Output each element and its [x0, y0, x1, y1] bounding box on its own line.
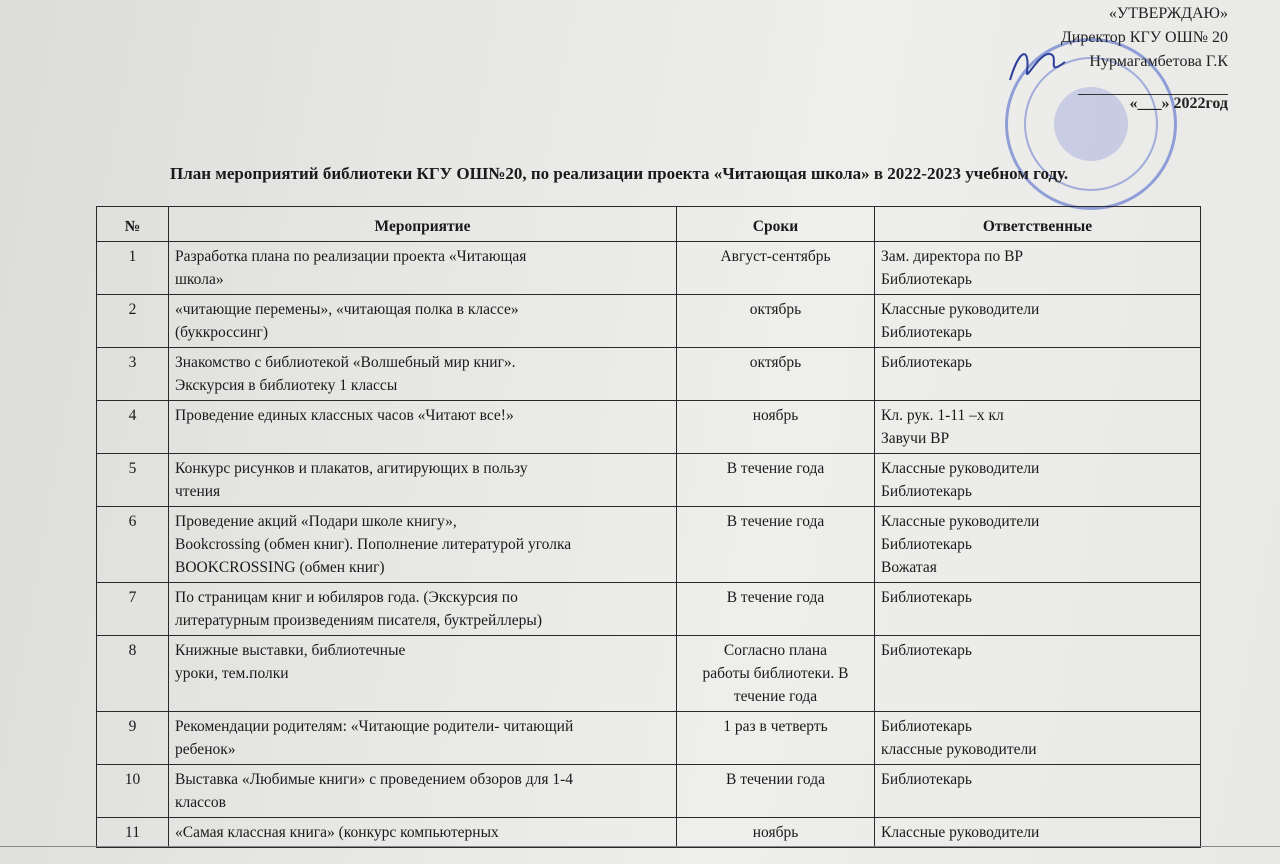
- approval-date: «___» 2022год: [1129, 95, 1228, 112]
- row-num: 8: [97, 636, 169, 712]
- row-event: Книжные выставки, библиотечные уроки, тем.полки: [169, 636, 677, 712]
- table-row: [97, 583, 1201, 636]
- row-num: 6: [97, 507, 169, 583]
- table-row: [97, 401, 1201, 454]
- row-num: 1: [97, 242, 169, 295]
- row-event: Проведение акций «Подари школе книгу», Bookcrossing (обмен книг). Пополнение литературой уголка BOOKCROSSING (обмен книг): [169, 507, 677, 583]
- row-responsible: Библиотекарь: [875, 583, 1201, 636]
- row-event: Проведение единых классных часов «Читают все!»: [169, 401, 677, 454]
- row-term: В течение года: [677, 583, 875, 636]
- row-term: В течении года: [677, 765, 875, 818]
- row-term: ноябрь: [677, 401, 875, 454]
- row-event: Рекомендации родителям: «Читающие родители- читающий ребенок»: [169, 712, 677, 765]
- table-row: [97, 818, 1201, 848]
- table-row: [97, 295, 1201, 348]
- header-responsible: Ответственные: [875, 207, 1201, 242]
- row-num: 3: [97, 348, 169, 401]
- row-responsible: Зам. директора по ВР Библиотекарь: [875, 242, 1201, 295]
- table-row: [97, 712, 1201, 765]
- row-responsible: Библиотекарь: [875, 636, 1201, 712]
- row-responsible: Классные руководители Библиотекарь: [875, 295, 1201, 348]
- row-term: ноябрь: [677, 818, 875, 848]
- row-responsible: Классные руководители: [875, 818, 1201, 848]
- row-term: В течение года: [677, 454, 875, 507]
- row-num: 5: [97, 454, 169, 507]
- header-event: Мероприятие: [169, 207, 677, 242]
- row-event: Выставка «Любимые книги» с проведением обзоров для 1-4 классов: [169, 765, 677, 818]
- header-term: Сроки: [677, 207, 875, 242]
- row-num: 2: [97, 295, 169, 348]
- row-num: 7: [97, 583, 169, 636]
- table-row: [97, 765, 1201, 818]
- row-event: «читающие перемены», «читающая полка в классе» (буккроссинг): [169, 295, 677, 348]
- table-header-row: [97, 207, 1201, 242]
- document-title: План мероприятий библиотеки КГУ ОШ№20, по реализации проекта «Читающая школа» в 2022-2023 учебном году.: [170, 164, 1069, 183]
- row-responsible: Библиотекарь классные руководители: [875, 712, 1201, 765]
- table-row: [97, 242, 1201, 295]
- header-num: №: [97, 207, 169, 242]
- row-num: 4: [97, 401, 169, 454]
- row-term: октябрь: [677, 348, 875, 401]
- approval-block: [988, 2, 1228, 116]
- table-row: [97, 454, 1201, 507]
- page-bottom-edge: [0, 846, 1280, 847]
- row-event: Знакомство с библиотекой «Волшебный мир книг». Экскурсия в библиотеку 1 классы: [169, 348, 677, 401]
- row-event: Конкурс рисунков и плакатов, агитирующих в пользу чтения: [169, 454, 677, 507]
- approval-position: Директор КГУ ОШ№ 20: [1060, 29, 1228, 46]
- approval-signature-line: [1078, 94, 1228, 95]
- row-responsible: Кл. рук. 1-11 –х кл Завучи ВР: [875, 401, 1201, 454]
- row-responsible: Библиотекарь: [875, 348, 1201, 401]
- row-num: 11: [97, 818, 169, 848]
- row-num: 9: [97, 712, 169, 765]
- row-event: По страницам книг и юбиляров года. (Экскурсия по литературным произведениям писателя, буктрейллеры): [169, 583, 677, 636]
- approval-heading: «УТВЕРЖДАЮ»: [1108, 5, 1228, 22]
- row-term: Август-сентябрь: [677, 242, 875, 295]
- approval-name: Нурмагамбетова Г.К: [1089, 53, 1228, 70]
- row-term: Согласно плана работы библиотеки. В течение года: [677, 636, 875, 712]
- row-term: 1 раз в четверть: [677, 712, 875, 765]
- table-row: [97, 348, 1201, 401]
- row-num: 10: [97, 765, 169, 818]
- row-event: «Самая классная книга» (конкурс компьютерных: [169, 818, 677, 848]
- events-table: [96, 206, 1201, 848]
- table-row: [97, 636, 1201, 712]
- row-responsible: Классные руководители Библиотекарь Вожатая: [875, 507, 1201, 583]
- row-event: Разработка плана по реализации проекта «Читающая школа»: [169, 242, 677, 295]
- row-term: В течение года: [677, 507, 875, 583]
- table-row: [97, 507, 1201, 583]
- row-responsible: Классные руководители Библиотекарь: [875, 454, 1201, 507]
- row-term: октябрь: [677, 295, 875, 348]
- row-responsible: Библиотекарь: [875, 765, 1201, 818]
